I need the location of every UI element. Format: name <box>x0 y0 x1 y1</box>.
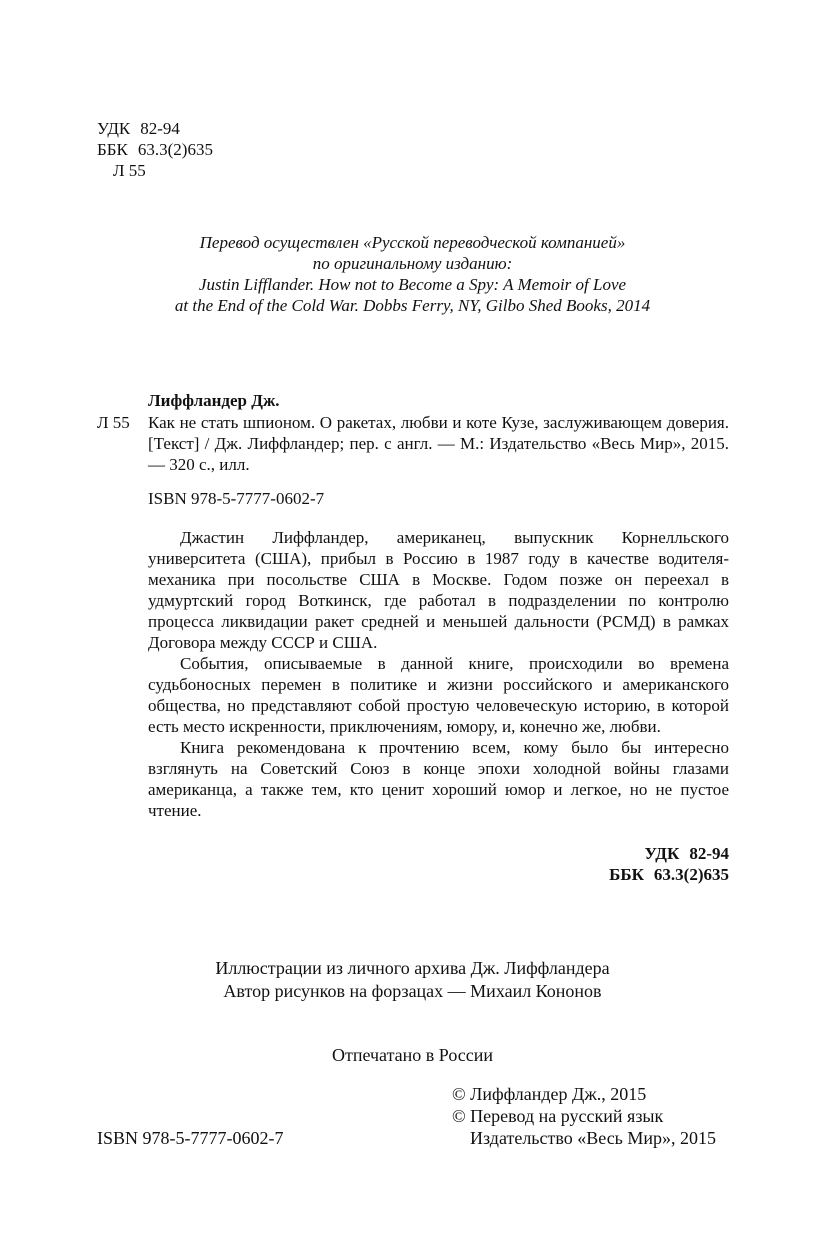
translation-line: Justin Lifflander. How not to Become a Spy: A Memoir of Love <box>198 275 627 294</box>
annotation-paragraph: События, описываемые в данной книге, происходили во времена судьбоносных перемен в политике и жизни российского и американского общества, но представляют собой простую человеческую историю, в которой есть место искренности, приключениям, юмору, и, конечно же, любви. <box>148 654 729 736</box>
annotation-paragraph: Книга рекомендована к прочтению всем, кому было бы интересно взглянуть на Советский Союз в конце эпохи холодной войны глазами американца, а также тем, кто ценит хороший юмор и легкое, но не пустое чтение. <box>148 738 729 820</box>
bib-description: Как не стать шпионом. О ракетах, любви и коте Кузе, заслуживающем доверия. [Текст] / Дж. Лиффландер; пер. с англ. — М.: Издательство «Весь Мир», 2015. — 320 с., илл. <box>148 413 729 474</box>
copyright-line: © Перевод на русский язык <box>452 1106 664 1126</box>
copyright-line: Издательство «Весь Мир», 2015 <box>470 1128 717 1148</box>
illustrations-line: Иллюстрации из личного архива Дж. Лиффландера <box>215 958 610 978</box>
udk-line: УДК 82-94 <box>97 119 180 138</box>
isbn-bottom: ISBN 978-5-7777-0602-7 <box>97 1128 284 1148</box>
translation-line: at the End of the Cold War. Dobbs Ferry, NY, Gilbo Shed Books, 2014 <box>174 296 651 315</box>
annotation <box>148 527 729 821</box>
bib-isbn: ISBN 978-5-7777-0602-7 <box>148 489 325 508</box>
illustrations-credit <box>120 957 705 1003</box>
author-mark: Л 55 <box>113 161 146 180</box>
annotation-paragraph: Джастин Лиффландер, американец, выпускник Корнелльского университета (США), прибыл в Россию в 1987 году в качестве водителя-механика при посольстве США в Москве. Годом позже он переехал в удмуртский город Воткинск, где работал в подразделении по контролю процесса ликвидации ракет средней и меньшей дальности (РСМД) в рамках Договора между СССР и США. <box>148 528 729 652</box>
classification-udk: УДК 82-94 <box>644 844 729 863</box>
copyright-line: © Лиффландер Дж., 2015 <box>452 1084 647 1104</box>
header-codes <box>97 118 213 181</box>
bib-mark: Л 55 <box>97 413 130 432</box>
copyright-block <box>452 1083 716 1149</box>
illustrations-line: Автор рисунков на форзацах — Михаил Кононов <box>223 981 602 1001</box>
translation-line: Перевод осуществлен «Русской переводческой компанией» <box>199 233 626 252</box>
bib-author: Лиффландер Дж. <box>148 391 280 410</box>
printed-note: Отпечатано в России <box>331 1045 494 1065</box>
bbk-line: ББК 63.3(2)635 <box>97 140 213 159</box>
translation-note <box>120 232 705 316</box>
classification-codes <box>609 843 729 885</box>
classification-bbk: ББК 63.3(2)635 <box>609 865 729 884</box>
translation-line: по оригинальному изданию: <box>312 254 513 273</box>
